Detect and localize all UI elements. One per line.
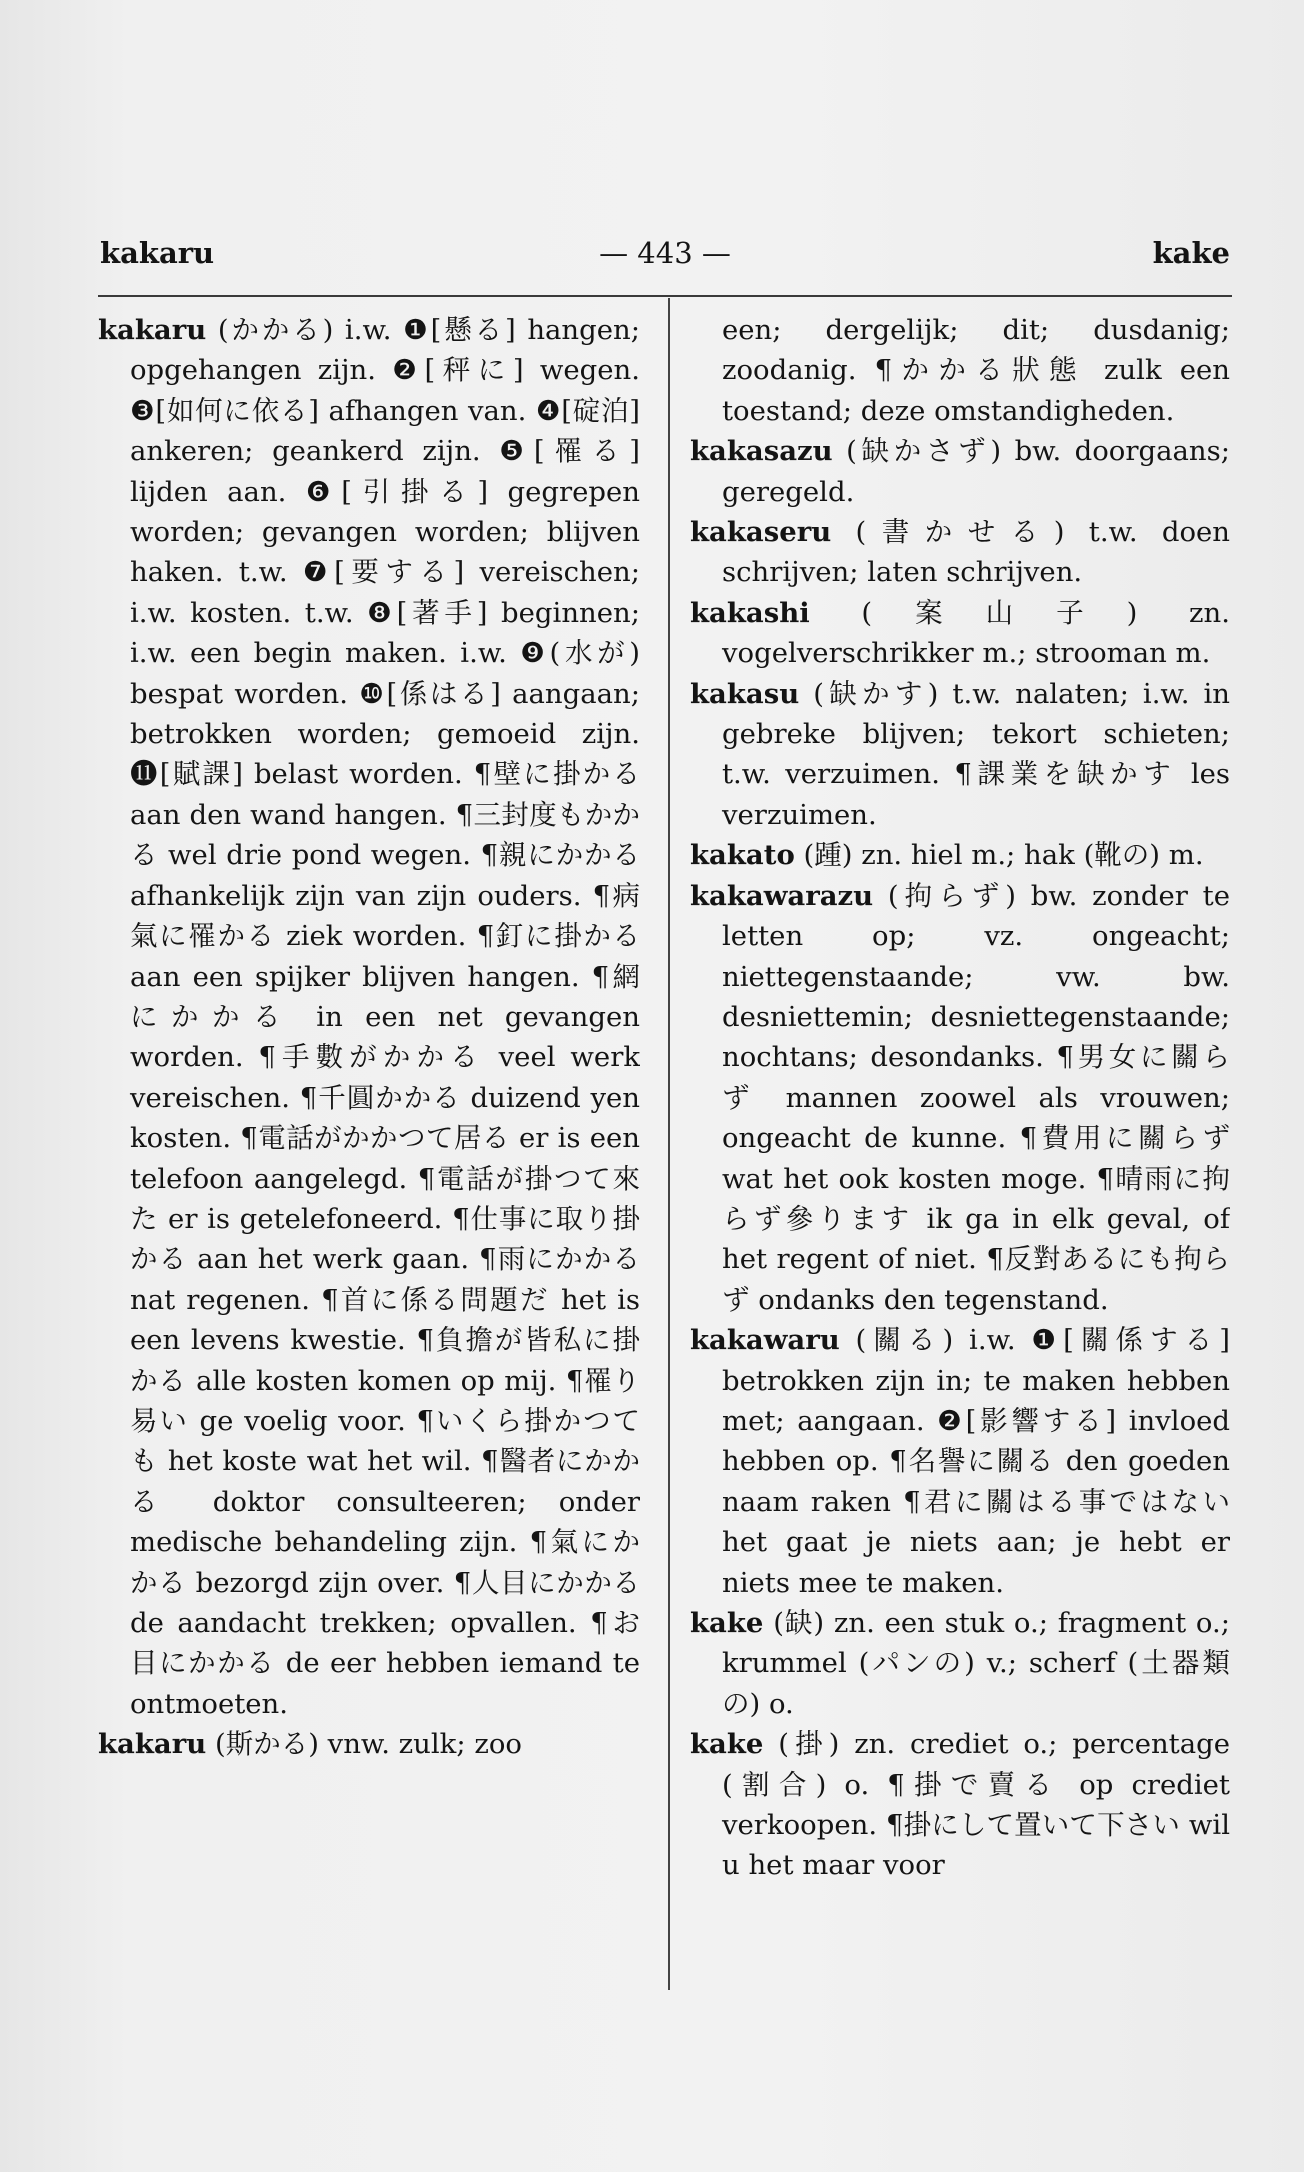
- header-rule: [98, 295, 1232, 297]
- dictionary-entry: [690, 876, 1230, 1320]
- entry-definition: (拘らず) bw. zonder te letten op; vz. ongeacht; niettegenstaande; vw. bw. desniettemin; desniettegenstaande; nochtans; desondanks. ¶男女に關らず mannen zoowel als vrouwen; ongeacht de kunne. ¶費用に關らず wat het ook kosten moge. ¶晴雨に拘らず參ります ik ga in elk geval, of het regent of niet. ¶反對あるにも拘らず ondanks den tegenstand.: [722, 879, 1230, 1316]
- dictionary-entry-continuation: [690, 310, 1230, 431]
- dictionary-entry: [690, 1724, 1230, 1886]
- entry-headword: kakasazu: [690, 435, 833, 468]
- dictionary-entry: [690, 431, 1230, 512]
- left-column: [98, 310, 640, 1990]
- entry-definition: (掛) zn. crediet o.; percentage (割合) o. ¶掛で賣る op crediet verkoopen. ¶掛にして置いて下さい wil u het maar voor: [722, 1728, 1230, 1882]
- entry-definition: (踵) zn. hiel m.; hak (靴の) m.: [794, 839, 1204, 872]
- entry-definition: (書かせる) t.w. doen schrijven; laten schrijven.: [722, 516, 1230, 589]
- entry-headword: kake: [690, 1607, 764, 1639]
- entry-headword: kakato: [690, 839, 795, 872]
- dictionary-entry: [690, 593, 1230, 674]
- dictionary-entry: [690, 1603, 1230, 1724]
- entry-definition: (斯かる) vnw. zulk; zoo: [206, 1728, 522, 1761]
- entry-headword: kakaseru: [690, 516, 832, 549]
- entry-headword: kakawarazu: [690, 879, 874, 912]
- header-right-guide-word: kake: [1152, 236, 1230, 270]
- entry-definition: (かかる) i.w. ❶[懸る] hangen; opgehangen zijn. ❷[秤に] wegen. ❸[如何に依る] afhangen van. ❹[碇泊] ankeren; geankerd zijn. ❺[罹る] lijden aan. ❻[引掛る] gegrepen worden; gevangen worden; blijven haken. t.w. ❼[要する] vereischen; i.w. kosten. t.w. ❽[著手] beginnen; i.w. een begin maken. i.w. ❾(水が) bespat worden. ❿[係はる] aangaan; betrokken worden; gemoeid zijn. ⓫[賦課] belast worden. ¶壁に掛かる aan den wand hangen. ¶三封度もかかる wel drie pond wegen. ¶親にかかる afhankelijk zijn van zijn ouders. ¶病氣に罹かる ziek worden. ¶釘に掛かる aan een spijker blijven hangen. ¶網にかかる in een net gevangen worden. ¶手數がかかる veel werk vereischen. ¶千圓かかる duizend yen kosten. ¶電話がかかつて居る er is een telefoon aangelegd. ¶電話が掛つて來た er is getelefoneerd. ¶仕事に取り掛かる aan het werk gaan. ¶雨にかかる nat regenen. ¶首に係る問題だ het is een levens kwestie. ¶負擔が皆私に掛かる alle kosten komen op mij. ¶罹り易い ge voelig voor. ¶いくら掛かつても het koste wat het wil. ¶醫者にかかる doktor consulteeren; onder medische behandeling zijn. ¶氣にかかる bezorgd zijn over. ¶人目にかかる de aandacht trekken; opvallen. ¶お目にかかる de eer hebben iemand te ontmoeten.: [130, 314, 640, 1720]
- entry-headword: kakaru: [98, 314, 207, 346]
- dictionary-entry: [690, 1320, 1230, 1603]
- right-column: [690, 310, 1230, 1990]
- entry-definition: (案山子) zn. vogelverschrikker m.; strooman m.: [722, 596, 1230, 670]
- dictionary-entry: [98, 310, 640, 1724]
- dictionary-entry: [690, 674, 1230, 836]
- entry-headword: kakaru: [98, 1728, 207, 1761]
- entry-definition: (缺かす) t.w. nalaten; i.w. in gebreke blijven; tekort schieten; t.w. verzuimen. ¶課業を缺かす les verzuimen.: [722, 677, 1230, 831]
- entry-headword: kakashi: [690, 596, 810, 629]
- page-header: [100, 228, 1230, 278]
- entry-definition: (缺かさず) bw. doorgaans; geregeld.: [722, 435, 1230, 508]
- page-number: — 443 —: [599, 236, 731, 270]
- entry-headword: kakawaru: [690, 1324, 840, 1357]
- dictionary-entry: [98, 1724, 640, 1764]
- header-left-guide-word: kakaru: [100, 236, 215, 270]
- entry-definition: (關る) i.w. ❶[關係する] betrokken zijn in; te maken hebben met; aangaan. ❷[影響する] invloed hebben op. ¶名譽に關る den goeden naam raken ¶君に關はる事ではない het gaat je niets aan; je hebt er niets mee te maken.: [722, 1324, 1230, 1599]
- entry-headword: kake: [690, 1728, 764, 1761]
- entry-headword: kakasu: [690, 677, 800, 710]
- dictionary-entry: [690, 512, 1230, 593]
- entry-definition: (缺) zn. een stuk o.; fragment o.; krummel (パンの) v.; scherf (土器類の) o.: [722, 1607, 1230, 1720]
- column-divider: [668, 298, 670, 1990]
- entry-definition: een; dergelijk; dit; dusdanig; zoodanig. ¶かかる狀態 zulk een toestand; deze omstandigheden.: [722, 314, 1230, 427]
- dictionary-entry: [690, 835, 1230, 875]
